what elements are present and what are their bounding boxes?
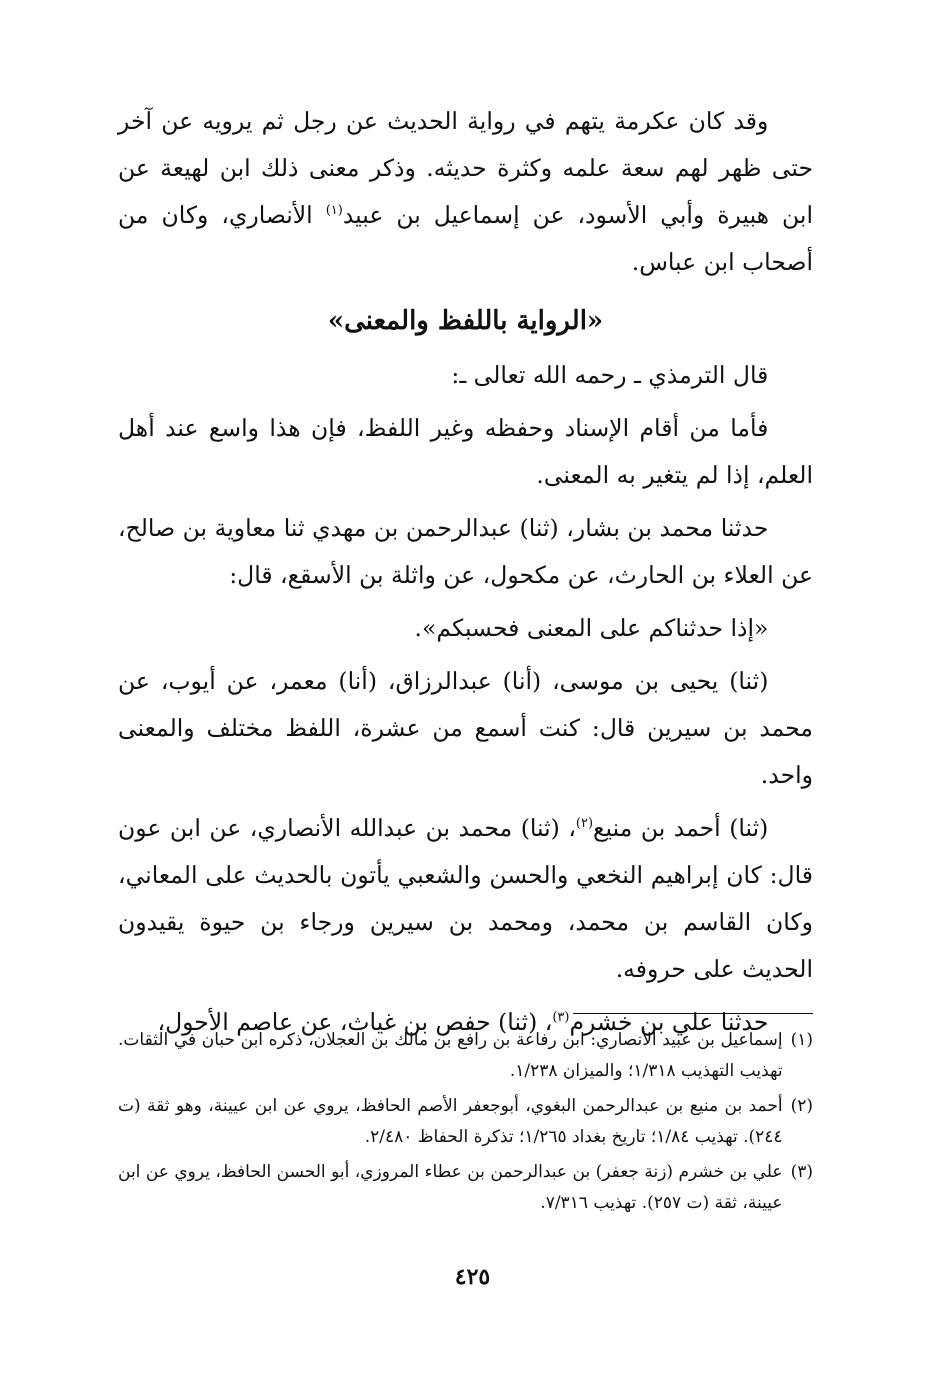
paragraph-ikrima-text: وقد كان عكرمة يتهم في رواية الحديث عن رجل ثم يرويه عن آخر حتى ظهر لهم سعة علمه وكثرة حديثه. وذكر معنى ذلك ابن لهيعة عن ابن هبيرة وأبي الأسود، عن إسماعيل بن عبيد	[118, 107, 813, 229]
footnote-number: (١)	[790, 1030, 813, 1050]
paragraph-ibn-mani-end: ، (ثنا) محمد بن عبدالله الأنصاري، عن ابن عون قال: كان إبراهيم النخعي والحسن والشعبي يأتون بالحديث على المعاني، وكان القاسم بن محمد، ومحمد بن سيرين ورجاء بن حيوة يقيدون الحديث على حروفه.	[118, 814, 813, 983]
footnote-number: (٢)	[790, 1096, 813, 1116]
footnote-divider	[573, 1013, 813, 1014]
paragraph-ikrima-end: الأنصاري، وكان من أصحاب ابن عباس.	[118, 201, 813, 276]
paragraph-ibn-mani	[118, 805, 813, 993]
footnote-3	[118, 1157, 813, 1219]
paragraph-ikrima	[118, 98, 813, 286]
footnote-text: إسماعيل بن عبيد الأنصاري: ابن رفاعة بن رافع بن مالك بن العجلان، ذكره ابن حبان في الثقات. تهذيب التهذيب ١/٣١٨؛ والميزان ١/٢٣٨.	[118, 1030, 783, 1081]
footnote-ref-3: (٣)	[552, 1010, 570, 1026]
footnote-text: علي بن خشرم (زنة جعفر) بن عبدالرحمن بن عطاء المروزي، أبو الحسن الحافظ، يروي عن ابن عيينة، ثقة (ت ٢٥٧). تهذيب ٧/٣١٦.	[118, 1162, 783, 1213]
page-number: ٤٢٥	[454, 1264, 491, 1290]
main-text	[118, 98, 813, 1046]
footnote-number: (٣)	[790, 1162, 813, 1182]
paragraph-ibn-mani-start: (ثنا) أحمد بن منيع	[593, 814, 769, 842]
paragraph-ibn-sirin: (ثنا) يحيى بن موسى، (أنا) عبدالرزاق، (أنا) معمر، عن أيوب، عن محمد بن سيرين قال: كنت أسمع من عشرة، اللفظ مختلف والمعنى واحد.	[118, 667, 813, 789]
paragraph-hadith-quote: «إذا حدثناكم على المعنى فحسبكم».	[414, 614, 769, 642]
paragraph-tirmidhi: قال الترمذي ـ رحمه الله تعالى ـ:	[451, 361, 769, 389]
paragraph-khashram-end: ، (ثنا) حفص بن غياث، عن عاصم الأحول،	[157, 1008, 553, 1036]
footnote-ref-1: (١)	[325, 203, 343, 219]
paragraph-isnad-wathila: حدثنا محمد بن بشار، (ثنا) عبدالرحمن بن مهدي ثنا معاوية بن صالح، عن العلاء بن الحارث، عن مكحول، عن واثلة بن الأسقع، قال:	[118, 514, 813, 589]
footnote-ref-2: (٢)	[575, 816, 594, 832]
paragraph-lafz: فأما من أقام الإسناد وحفظه وغير اللفظ، فإن هذا واسع عند أهل العلم، إذا لم يتغير به المعنى.	[118, 414, 813, 489]
section-heading: «الرواية باللفظ والمعنى»	[327, 306, 604, 336]
paragraph-khashram-start: حدثنا علي بن خشرم	[569, 1008, 769, 1036]
footnote-1	[118, 1025, 813, 1087]
footnotes	[118, 1025, 813, 1223]
footnote-2	[118, 1091, 813, 1153]
footnote-text: أحمد بن منيع بن عبدالرحمن البغوي، أبوجعفر الأصم الحافظ، يروي عن ابن عيينة، وهو ثقة (ت ٢٤٤). تهذيب ١/٨٤؛ تاريخ بغداد ١/٢٦٥؛ تذكرة الحفاظ ٢/٤٨٠.	[118, 1096, 783, 1147]
